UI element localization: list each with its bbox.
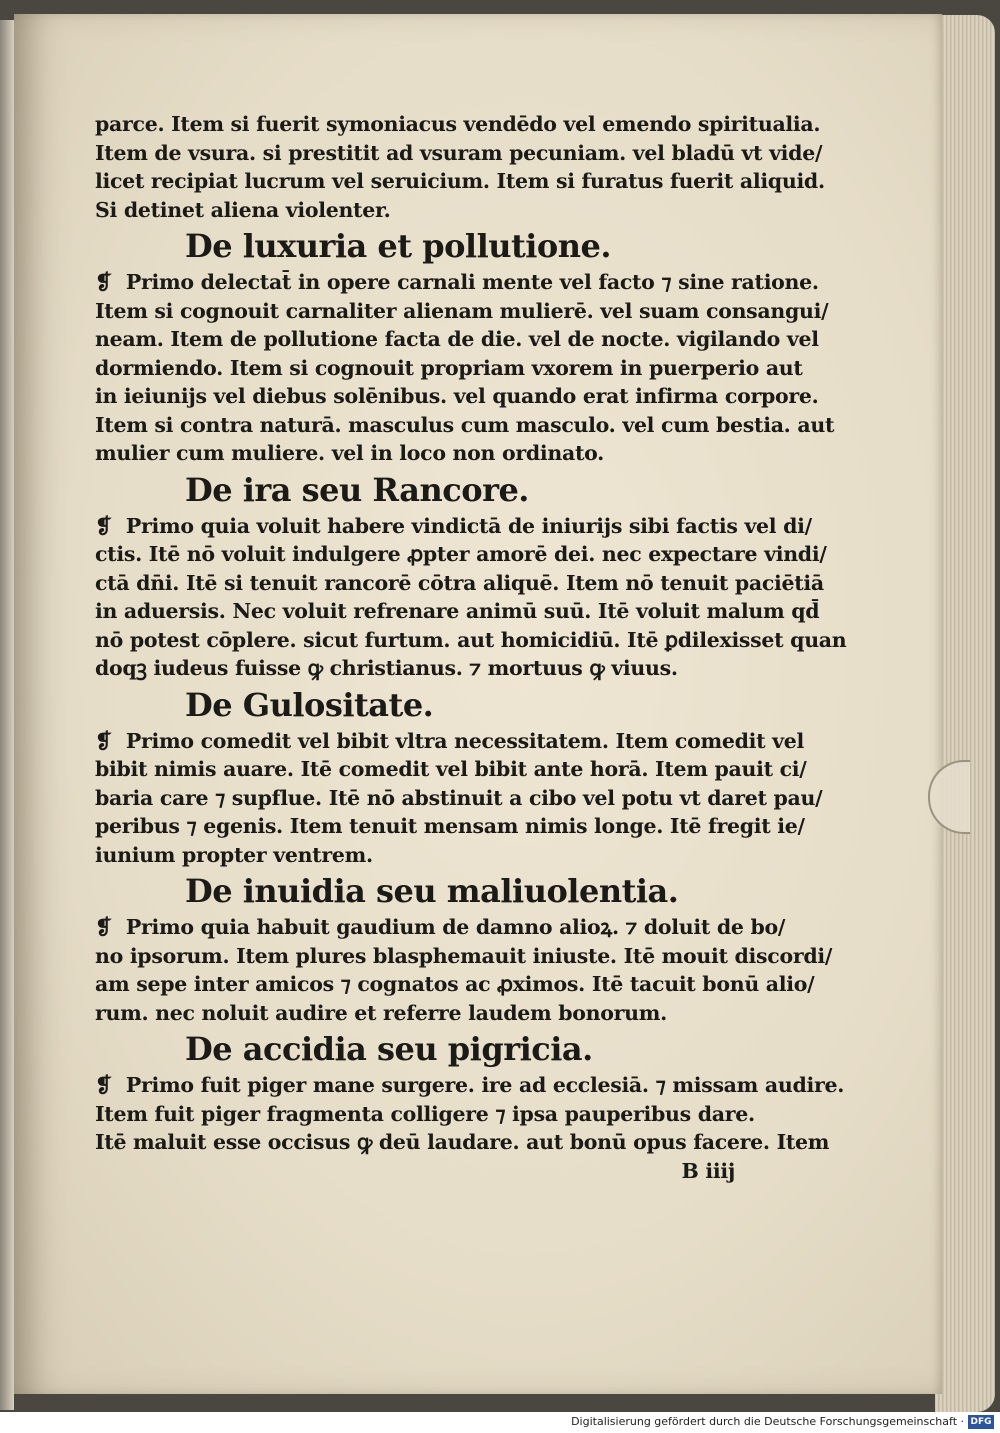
- text-line: neam. Item de pollutione facta de die. vel de nocte. vigilando vel: [95, 327, 819, 351]
- text-line: Primo fuit piger mane surgere. ire ad ecclesiā. ⁊ missam audire.: [125, 1073, 845, 1097]
- text-line: nō potest cōplere. sicut furtum. aut homicidiū. Itē ꝑdilexisset quan: [95, 627, 847, 652]
- pilcrow-mark: ❡: [95, 1073, 112, 1097]
- text-line: bibit nimis auare. Itē comedit vel bibit ante horā. Item pauit ci/: [95, 757, 807, 781]
- text-line: mulier cum muliere. vel in loco non ordinato.: [95, 441, 604, 465]
- text-line: doqꝫ iudeus fuisse ꝙ christianus. ⁊ mortuus ꝙ viuus.: [95, 656, 678, 680]
- text-line: Itē maluit esse occisus ꝙ deū laudare. aut bonū opus facere. Item: [95, 1130, 830, 1154]
- text-line: Primo quia voluit habere vindictā de iniurijs sibi factis vel di/: [125, 513, 812, 538]
- section-heading: De luxuria et pollutione.: [185, 227, 612, 265]
- paragraph-start-line: [95, 913, 795, 942]
- paragraph-start-line: [95, 512, 812, 541]
- text-line: peribus ⁊ egenis. Item tenuit mensam nimis longe. Itē fregit ie/: [95, 814, 805, 838]
- footer-bar: [0, 1412, 1000, 1433]
- signature-mark: B iiij: [681, 1158, 735, 1183]
- section-heading: De Gulositate.: [185, 685, 434, 724]
- text-line: no ipsorum. Item plures blasphemauit iniuste. Itē mouit discordi/: [95, 943, 833, 968]
- text-line: rum. nec noluit audire et referre laudem bonorum.: [95, 1000, 667, 1025]
- text-line: dormiendo. Item si cognouit propriam vxorem in puerperio aut: [95, 355, 803, 380]
- text-line: Primo comedit vel bibit vltra necessitatem. Item comedit vel: [125, 728, 804, 753]
- paragraph-start-line: [95, 268, 819, 297]
- footer-credit: Digitalisierung gefördert durch die Deutsche Forschungsgemeinschaft ·: [571, 1415, 964, 1428]
- text-line: Primo quia habuit gaudium de damno alioꝝ. ⁊ doluit de bo/: [125, 915, 786, 939]
- text-line: iunium propter ventrem.: [95, 842, 373, 867]
- page-text-block: [95, 110, 847, 1187]
- dfg-logo: DFG: [968, 1415, 994, 1429]
- section-heading: De inuidia seu maliuolentia.: [185, 872, 679, 910]
- section-heading: De accidia seu pigricia.: [185, 1030, 593, 1068]
- text-line: ctis. Itē nō voluit indulgere ꝓpter amorē dei. nec expectare vindi/: [95, 542, 827, 566]
- pilcrow-mark: ❡: [95, 915, 112, 939]
- text-line: Item si cognouit carnaliter alienam mulierē. vel suam consangui/: [95, 298, 829, 323]
- left-page-edge: [0, 20, 14, 1410]
- text-line: baria care ⁊ supflue. Itē nō abstinuit a cibo vel potu vt daret pau/: [95, 785, 823, 810]
- text-line: Primo delectat̄ in opere carnali mente vel facto ⁊ sine ratione.: [125, 270, 819, 294]
- section-heading: De ira seu Rancore.: [185, 470, 529, 509]
- pilcrow-mark: ❡: [95, 728, 112, 753]
- paragraph-start-line: [95, 1071, 845, 1100]
- text-line: Item de vsura. si prestitit ad vsuram pecuniam. vel bladū vt vide/: [95, 140, 823, 165]
- paragraph-start-line: [95, 727, 804, 756]
- text-line: in aduersis. Nec voluit refrenare animū suū. Itē voluit malum qd̄: [95, 599, 820, 623]
- book-fore-edge: [935, 15, 995, 1412]
- text-line: parce. Item si fuerit symoniacus vendēdo vel emendo spiritualia.: [95, 112, 821, 136]
- text-line: ctā dn̄i. Itē si tenuit rancorē cōtra aliquē. Item nō tenuit paciētiā: [95, 570, 824, 595]
- pilcrow-mark: ❡: [95, 513, 112, 538]
- text-line: am sepe inter amicos ⁊ cognatos ac ꝓximos. Itē tacuit bonū alio/: [95, 972, 815, 996]
- text-line: in ieiunijs vel diebus solēnibus. vel quando erat infirma corpore.: [95, 384, 819, 408]
- text-line: Item si contra naturā. masculus cum masculo. vel cum bestia. aut: [95, 412, 835, 437]
- text-line: licet recipiat lucrum vel seruicium. Item si furatus fuerit aliquid.: [95, 169, 825, 193]
- text-line: Item fuit piger fragmenta colligere ⁊ ipsa pauperibus dare.: [95, 1101, 755, 1126]
- text-line: Si detinet aliena violenter.: [95, 197, 391, 222]
- pilcrow-mark: ❡: [95, 270, 112, 294]
